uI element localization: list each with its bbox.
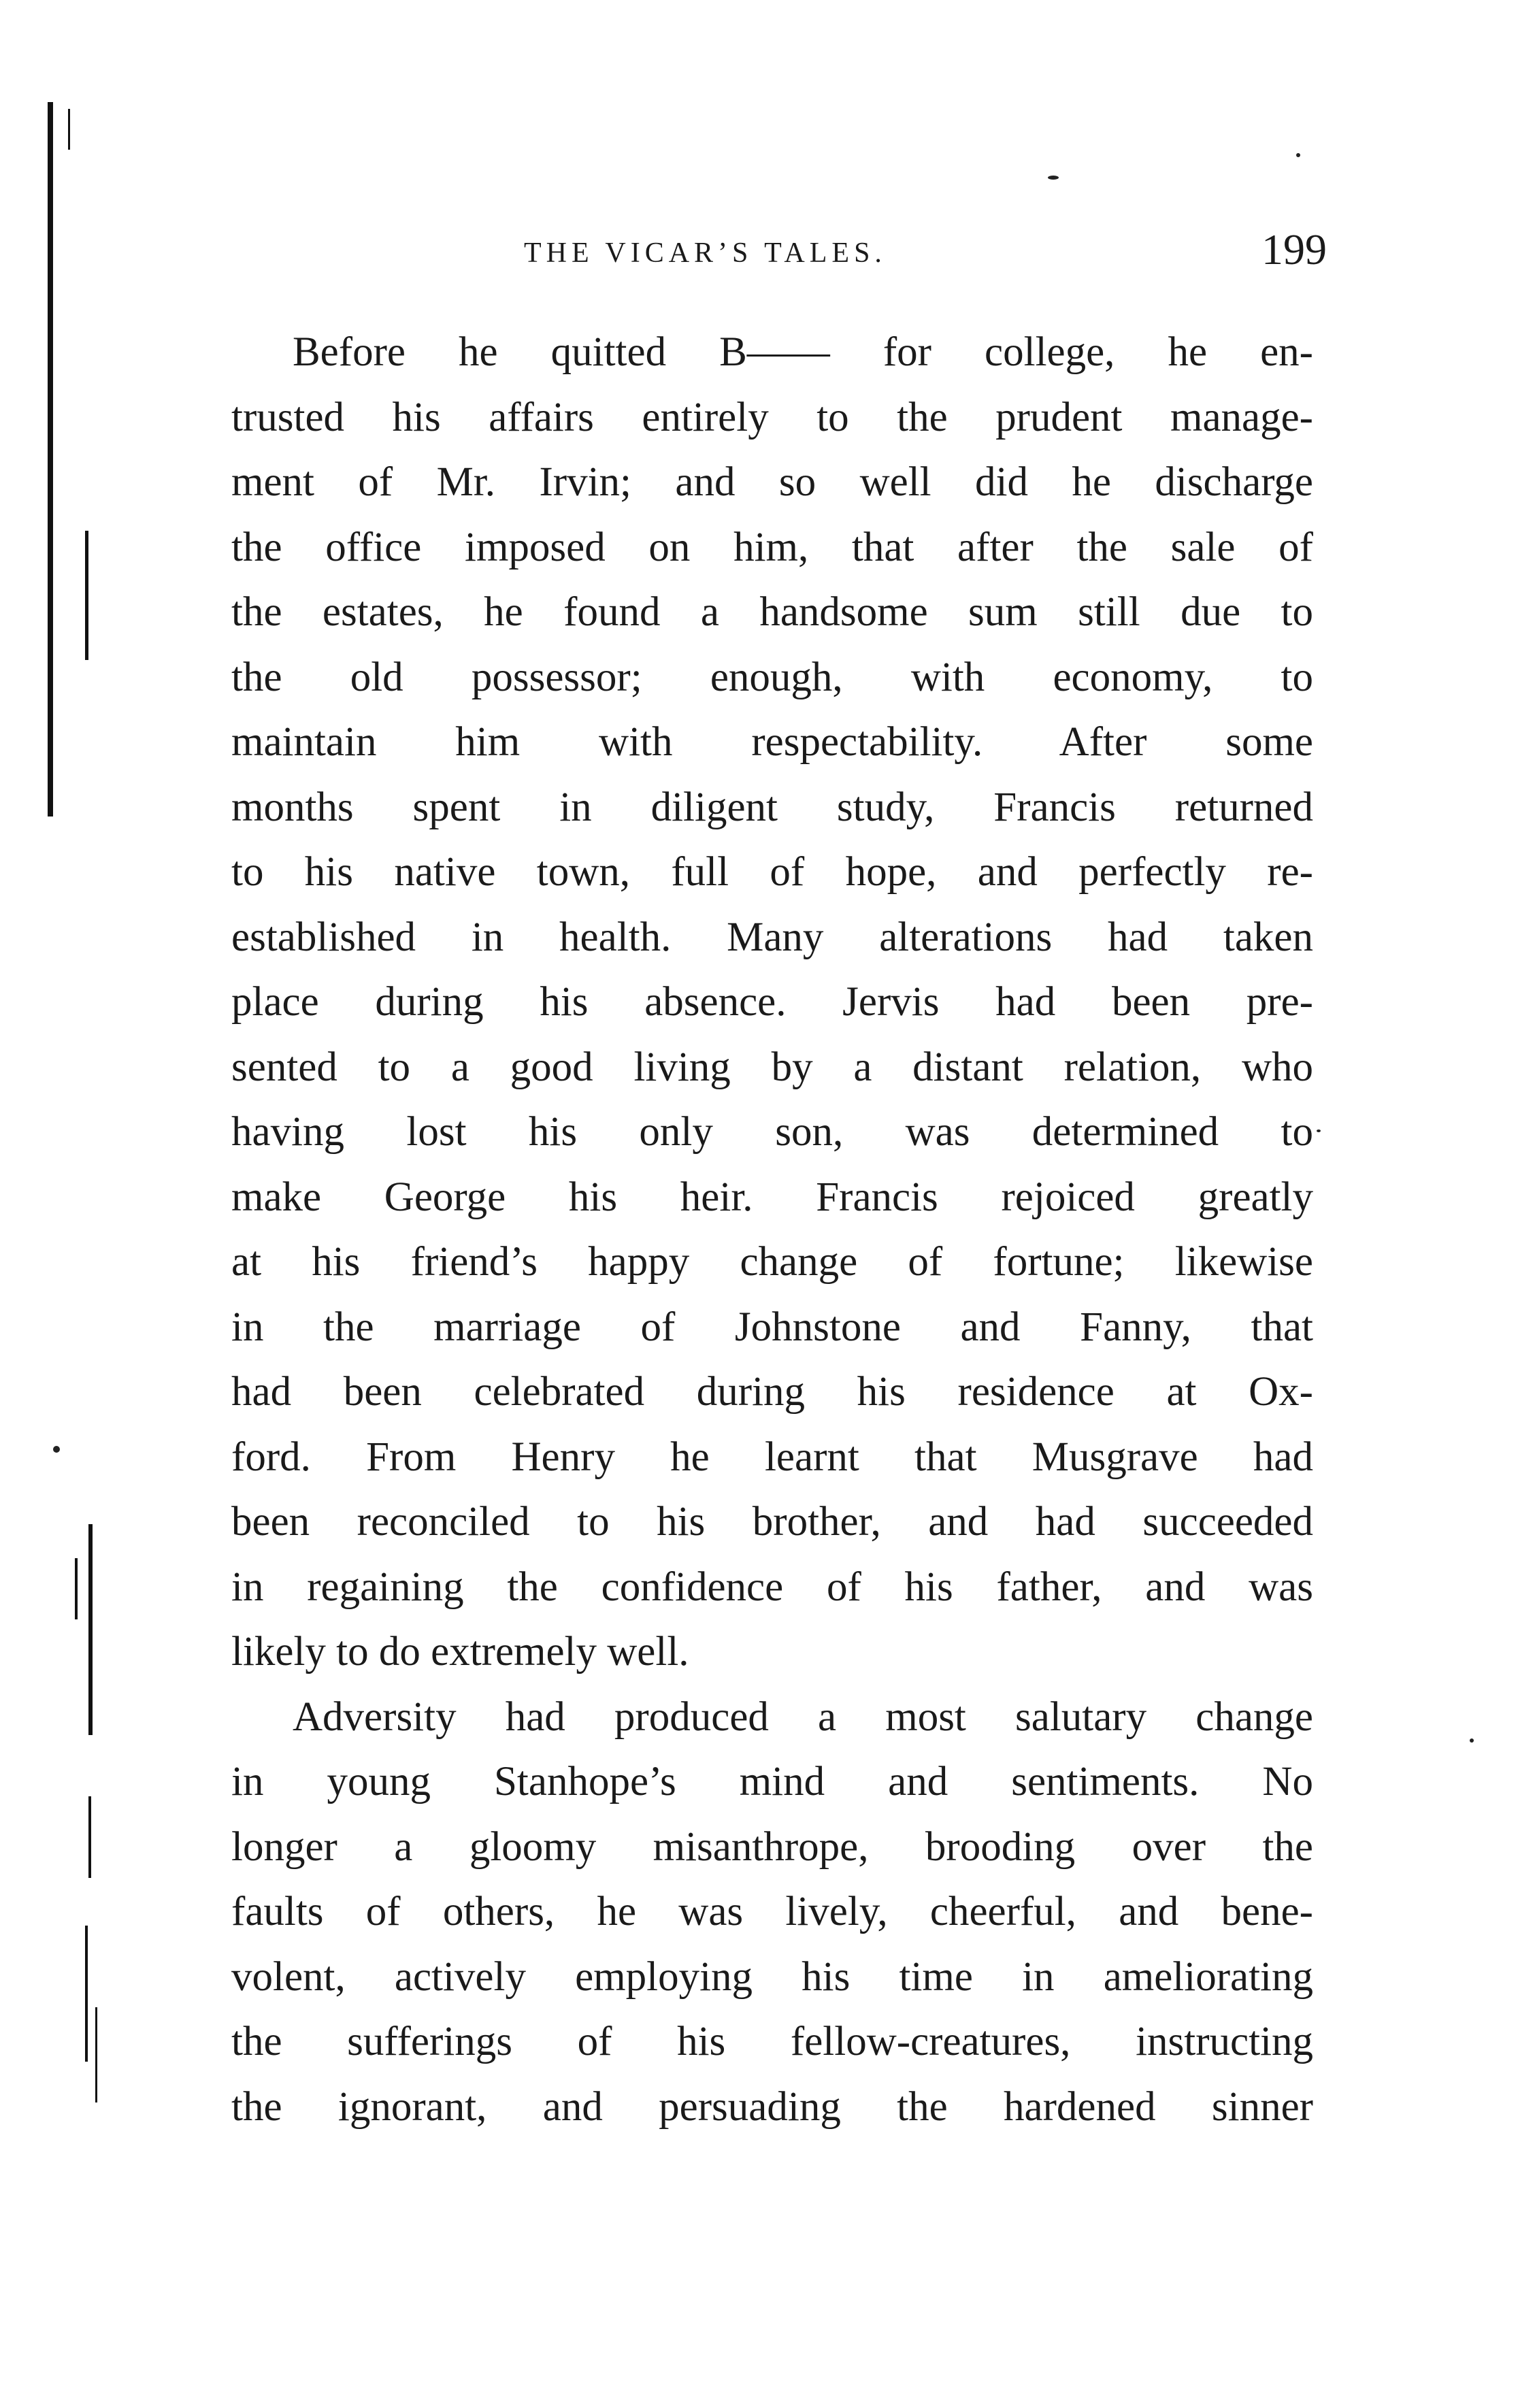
text-line: months spent in diligent study, Francis returned [231, 784, 1313, 830]
text-line: the estates, he found a handsome sum still due to [231, 589, 1313, 635]
text-line: the sufferings of his fellow-creatures, instructing [231, 2019, 1313, 2064]
text-line: sented to a good living by a distant relation, who [231, 1044, 1313, 1090]
gutter-scan-line [85, 531, 88, 660]
gutter-scan-line [68, 109, 70, 150]
scan-speck [1048, 176, 1059, 180]
page-header [231, 225, 1327, 286]
body-text [231, 320, 1313, 2139]
text-line: having lost his only son, was determined to [231, 1109, 1313, 1155]
gutter-scan-line [88, 1524, 93, 1735]
page-number: 199 [1261, 225, 1327, 274]
text-line: at his friend’s happy change of fortune; likewise [231, 1239, 1313, 1285]
scan-speck [53, 1446, 60, 1453]
text-line: ford. From Henry he learnt that Musgrave had [231, 1434, 1313, 1480]
scan-speck [1296, 153, 1300, 157]
text-line: ment of Mr. Irvin; and so well did he discharge [231, 459, 1313, 505]
text-line: in regaining the confidence of his father, and was [231, 1564, 1313, 1610]
text-line: established in health. Many alterations had taken [231, 914, 1313, 960]
text-line: make George his heir. Francis rejoiced greatly [231, 1174, 1313, 1220]
gutter-scan-line [88, 1796, 91, 1878]
text-line: Adversity had produced a most salutary change [293, 1694, 1313, 1740]
text-line: faults of others, he was lively, cheerful, and bene- [231, 1889, 1313, 1934]
text-line: the office imposed on him, that after the sale of [231, 524, 1313, 570]
running-head: THE VICAR’S TALES. [524, 237, 887, 269]
text-line: maintain him with respectability. After some [231, 719, 1313, 765]
text-line: likely to do extremely well. [231, 1629, 689, 1675]
text-line: the ignorant, and persuading the hardened sinner [231, 2083, 1313, 2130]
text-line: had been celebrated during his residence at Ox- [231, 1369, 1313, 1415]
gutter-scan-line [85, 1926, 88, 2062]
gutter-scan-line [48, 102, 53, 817]
text-line: been reconciled to his brother, and had succeeded [231, 1499, 1313, 1545]
text-line: in the marriage of Johnstone and Fanny, that [231, 1304, 1313, 1350]
text-line: to his native town, full of hope, and perfectly re- [231, 849, 1313, 895]
text-line: volent, actively employing his time in ameliorating [231, 1953, 1313, 2000]
text-line: longer a gloomy misanthrope, brooding over the [231, 1824, 1313, 1870]
text-line: place during his absence. Jervis had been pre- [231, 979, 1313, 1025]
text-line: the old possessor; enough, with economy, to [231, 654, 1313, 700]
gutter-scan-line [95, 2007, 97, 2102]
paragraph [231, 1685, 1313, 2140]
scan-speck [1317, 1129, 1321, 1132]
text-line: in young Stanhope’s mind and sentiments. No [231, 1759, 1313, 1804]
text-line: Before he quitted B—— for college, he en- [293, 329, 1313, 375]
text-line: trusted his affairs entirely to the prudent manage- [231, 394, 1313, 440]
scan-speck [1470, 1738, 1474, 1743]
gutter-scan-line [75, 1558, 78, 1619]
paragraph [231, 320, 1313, 1685]
